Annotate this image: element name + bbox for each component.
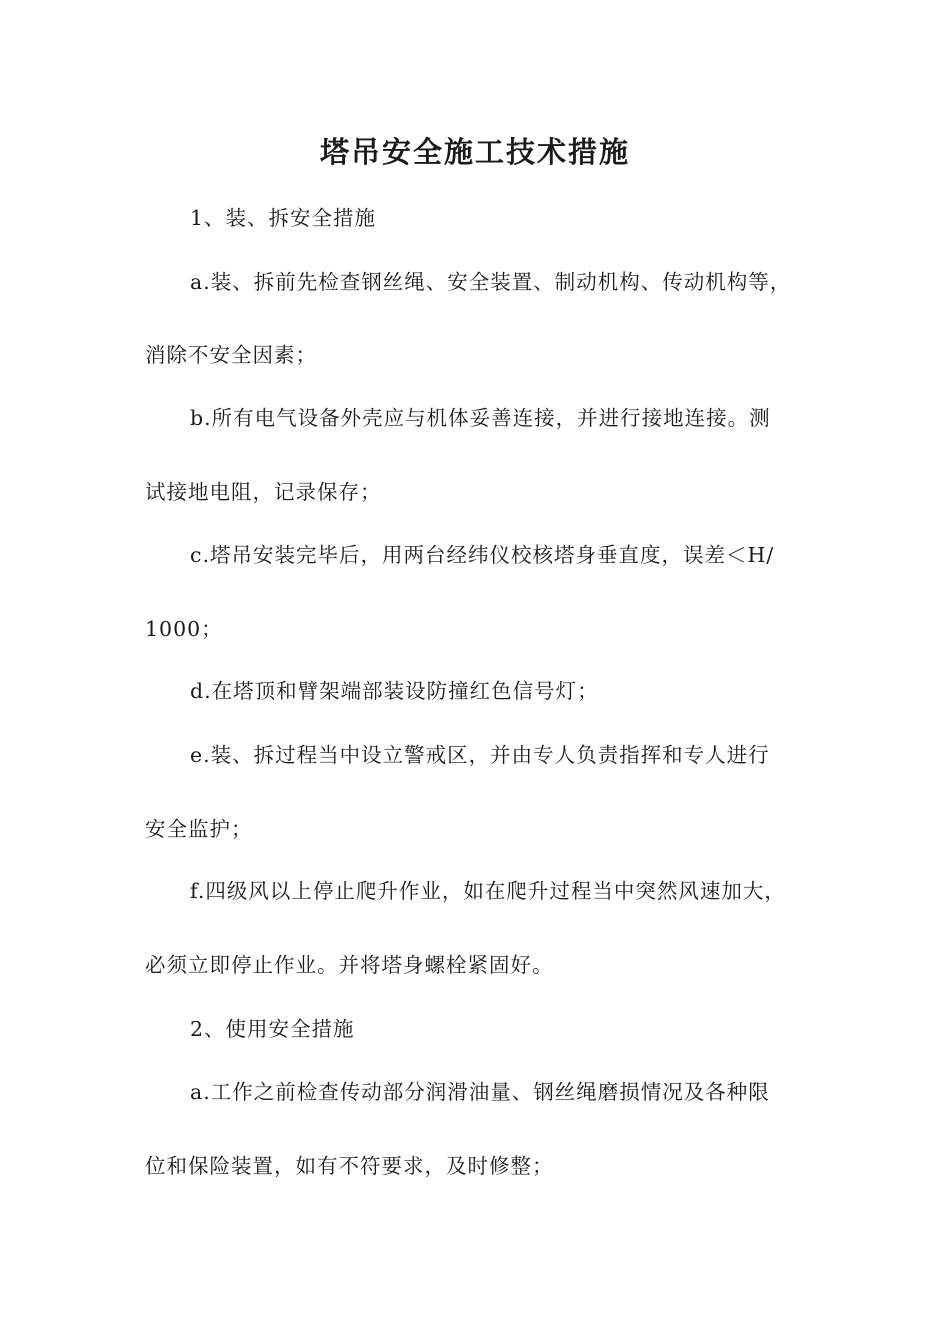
section-heading-1: 1、装、拆安全措施 <box>190 206 377 230</box>
paragraph-line: 试接地电阻，记录保存； <box>145 480 382 504</box>
paragraph-line: b.所有电气设备外壳应与机体妥善连接，并进行接地连接。测 <box>190 406 771 430</box>
document-title: 塔吊安全施工技术措施 <box>319 135 630 169</box>
paragraph-line: e.装、拆过程当中设立警戒区，并由专人负责指挥和专人进行 <box>190 743 770 767</box>
section-heading-2: 2、使用安全措施 <box>190 1017 355 1041</box>
paragraph-line: 消除不安全因素； <box>145 343 317 367</box>
paragraph-line: 位和保险装置，如有不符要求，及时修整； <box>145 1154 554 1178</box>
paragraph-line: a.工作之前检查传动部分润滑油量、钢丝绳磨损情况及各种限 <box>190 1080 770 1104</box>
paragraph-line: 安全监护； <box>145 817 253 841</box>
paragraph-line: c.塔吊安装完毕后，用两台经纬仪校核塔身垂直度，误差＜H/ <box>190 543 775 567</box>
paragraph-line: 1000； <box>145 617 223 641</box>
paragraph-line: 必须立即停止作业。并将塔身螺栓紧固好。 <box>145 953 554 977</box>
paragraph-line: d.在塔顶和臂架端部装设防撞红色信号灯； <box>190 679 599 703</box>
paragraph-line: a.装、拆前先检查钢丝绳、安全装置、制动机构、传动机构等， <box>190 270 792 294</box>
paragraph-line: f.四级风以上停止爬升作业，如在爬升过程当中突然风速加大， <box>190 879 786 903</box>
